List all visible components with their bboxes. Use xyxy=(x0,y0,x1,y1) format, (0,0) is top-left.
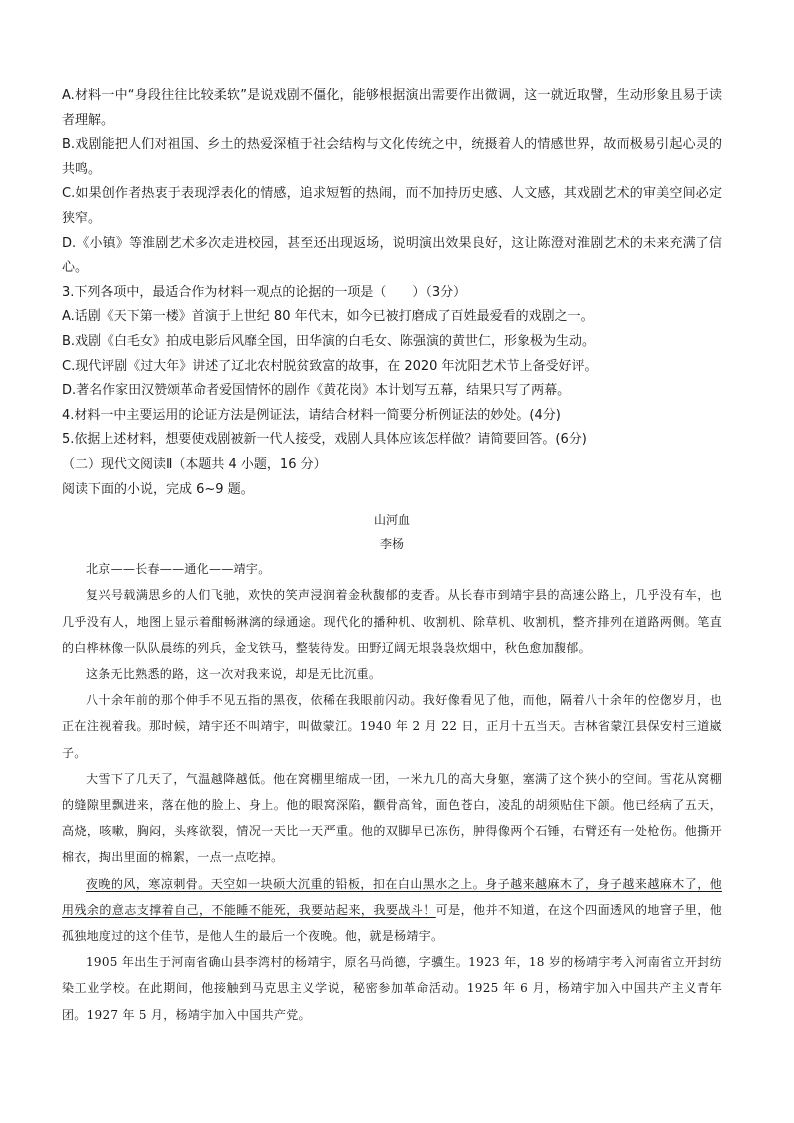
story-paragraph-5 xyxy=(62,871,722,950)
story-paragraph-2: 这条无比熟悉的路，这一次对我来说，却是无比沉重。 xyxy=(86,666,382,681)
exam-page xyxy=(62,84,722,1028)
question-5: 5.依据上述材料，想要使戏剧被新一代人接受，戏剧人具体应该怎样做？请简要回答。(6分) xyxy=(62,432,587,448)
underlined-passage: 夜晚的风，寒凉刺骨。天空如一块硕大沉重的铅板，扣在白山黑水之上。身子越来越麻木了，身子越来越麻木了，他用残余的意志支撑着自己，不能睡不能死，我要站起来，我要战斗！ xyxy=(62,876,722,917)
story-body xyxy=(62,556,722,1028)
story-title: 山河血 xyxy=(373,513,410,528)
story-route: 北京——长春——通化——靖宇。 xyxy=(86,562,271,577)
question-4: 4.材料一中主要运用的论证方法是例证法，请结合材料一简要分析例证法的妙处。(4分) xyxy=(62,407,561,423)
question-3-stem: 3.下列各项中，最适合作为材料一观点的论据的一项是（ ）（3分） xyxy=(62,284,467,300)
option-3a: A.话剧《天下第一楼》首演于上世纪 80 年代末，如今已被打磨成了百姓最爱看的戏剧之一。 xyxy=(62,309,594,325)
option-2d: D.《小镇》等淮剧艺术多次走进校园，甚至还出现返场，说明演出效果良好，这让陈澄对淮剧艺术的未来充满了信心。 xyxy=(62,235,722,276)
section-heading: （二）现代文阅读Ⅱ（本题共 4 小题，16 分） xyxy=(62,456,327,472)
story-paragraph-5-rest: 可是，他并不知道，在这个四面透风的地窨子里，他孤独地度过的这个佳节，是他人生的最后一个夜晚。他，就是杨靖宇。 xyxy=(62,902,722,943)
option-3c: C.现代评剧《过大年》讲述了辽北农村脱贫致富的故事，在 2020 年沈阳艺术节上备受好评。 xyxy=(62,358,598,374)
option-2a: A.材料一中“身段往往比较柔软”是说戏剧不僵化，能够根据演出需要作出微调，这一就近取譬，生动形象且易于读者理解。 xyxy=(62,88,722,128)
story-paragraph-6: 1905 年出生于河南省确山县李湾村的杨靖宇，原名马尚德，字骥生。1923 年，18 岁的杨靖宇考入河南省立开封纺染工业学校。在此期间，他接触到马克思主义学说，秘密参加革命活动。1925 年 6 月，杨靖宇加入中国共产主义青年团。1927 年 5 月，杨靖宇加入中国共产党。 xyxy=(62,955,722,1022)
reading-instruction: 阅读下面的小说，完成 6~9 题。 xyxy=(62,481,254,497)
option-3b: B.戏剧《白毛女》拍成电影后风靡全国，田华演的白毛女、陈强演的黄世仁，形象极为生动。 xyxy=(62,333,596,349)
option-2b: B.戏剧能把人们对祖国、乡土的热爱深植于社会结构与文化传统之中，统摄着人的情感世界，故而极易引起心灵的共鸣。 xyxy=(62,137,722,177)
story-paragraph-4: 大雪下了几天了，气温越降越低。他在窝棚里缩成一团，一米九几的高大身躯，塞满了这个狭小的空间。雪花从窝棚的缝隙里飘进来，落在他的脸上、身上。他的眼窝深陷，颧骨高耸，面色苍白，凌乱的胡须贴住下颌。他已经病了五天，高烧，咳嗽，胸闷，头疼欲裂，情况一天比一天严重。他的双脚早已冻伤，肿得像两个石锤，右臂还有一处枪伤。他撕开棉衣，掏出里面的棉絮，一点一点吃掉。 xyxy=(62,771,722,865)
option-3d: D.著名作家田汉赞颂革命者爱国情怀的剧作《黄花岗》本计划写五幕，结果只写了两幕。 xyxy=(62,383,571,399)
option-2c: C.如果创作者热衷于表现浮表化的情感，追求短暂的热闹，而不加持历史感、人文感，其戏剧艺术的审美空间必定狭窄。 xyxy=(62,186,722,226)
story-paragraph-1: 复兴号载满思乡的人们飞驰，欢快的笑声浸润着金秋馥郁的麦香。从长春市到靖宇县的高速公路上，几乎没有车，也几乎没有人，地图上显示着酣畅淋漓的绿通途。现代化的播种机、收割机、除草机、收割机，整齐排列在道路两侧。笔直的白桦林像一队队晨练的列兵，金戈铁马，整装待发。田野辽阔无垠袅袅炊烟中，秋色愈加馥郁。 xyxy=(62,588,722,655)
story-author: 李杨 xyxy=(379,537,404,552)
story-paragraph-3: 八十余年前的那个伸手不见五指的黑夜，依稀在我眼前闪动。我好像看见了他，而他，隔着八十余年的倥偬岁月，也正在注视着我。那时候，靖宇还不叫靖宇，叫做蒙江。1940 年 2 月 22 日，正月十五当天。吉林省蒙江县保安村三道崴子。 xyxy=(62,693,722,760)
